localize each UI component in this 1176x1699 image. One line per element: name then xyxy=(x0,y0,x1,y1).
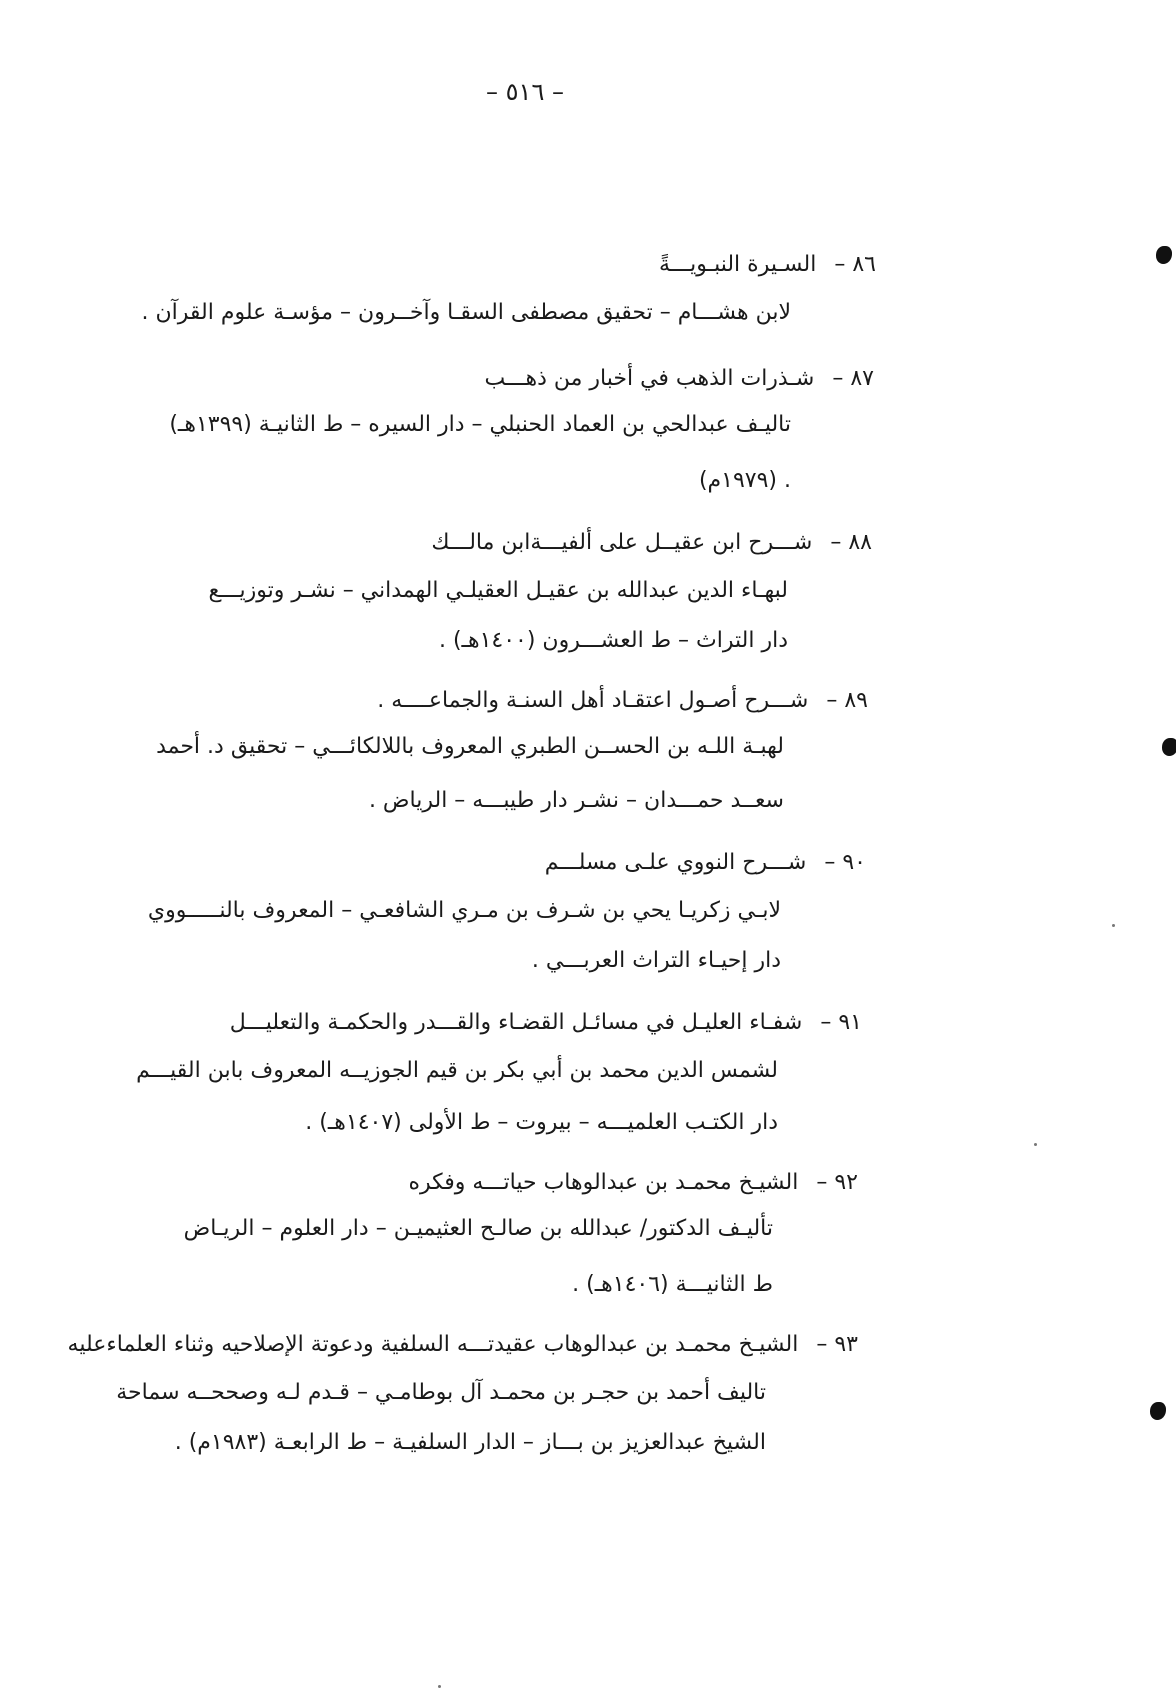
entry-91-line-1: لشمس الدين محمد بن أبي بكر بن قيم الجوزيــه المعروف بابن القيـــم xyxy=(136,1058,778,1083)
entry-90-heading xyxy=(545,848,866,878)
entry-86-title: السـيرة النبـويـــةً xyxy=(659,252,817,277)
entry-92-line-1: تأليـف الدكتور/ عبدالله بن صالـح العثيميـن – دار العلوم – الريـاض xyxy=(183,1216,773,1241)
entry-92-title: الشيـخ محمـد بن عبدالوهاب حياتـــه وفكره xyxy=(408,1170,799,1195)
entry-90-number: ٩٠ – xyxy=(824,850,866,875)
entry-91-title: شفـاء العليـل في مسائـل القضـاء والقـــدر والحكمـة والتعليـــل xyxy=(229,1010,803,1035)
entry-89-line-2: سعــد حمـــدان – نشـر دار طيبـــه – الرياض . xyxy=(368,788,784,813)
entry-88-number: ٨٨ – xyxy=(830,530,872,555)
entry-89-title: شـــرح أصـول اعتقـاد أهل السنـة والجماعــــه . xyxy=(377,688,809,713)
entry-91-heading xyxy=(230,1008,862,1038)
entry-87-heading xyxy=(485,364,874,394)
entry-86-heading xyxy=(659,250,876,280)
entry-90-line-1: لابـي زكريـا يحي بن شـرف بن مـري الشافعـي – المعروف بالنـــــووي xyxy=(147,898,781,923)
entry-90-title: شـــرح النووي علـى مسلـــم xyxy=(544,850,807,875)
scan-speck xyxy=(1034,1143,1037,1146)
punch-hole-mark xyxy=(1162,738,1176,756)
entry-87-title: شـذرات الذهب في أخبار من ذهـــب xyxy=(484,366,815,391)
scan-speck xyxy=(1112,924,1115,927)
entry-92-number: ٩٢ – xyxy=(816,1170,858,1195)
entry-92-line-2: ط الثانيـــة (١٤٠٦هـ) . xyxy=(572,1272,773,1297)
entry-88-title: شـــرح ابن عقيــل على ألفيـــةابن مالـــك xyxy=(431,530,813,555)
entry-93-title: الشيـخ محمـد بن عبدالوهاب عقيدتـــه السلفية ودعوتة الإصلاحيه وثناء العلماءعليه xyxy=(67,1332,799,1357)
scan-speck xyxy=(438,1685,441,1688)
entry-93-line-2: الشيخ عبدالعزيز بن بـــاز – الدار السلفيـة – ط الرابعـة (١٩٨٣م) . xyxy=(174,1430,766,1455)
punch-hole-mark xyxy=(1156,246,1172,264)
entry-90-line-2: دار إحيـاء التراث العربـــي . xyxy=(531,948,781,973)
entry-89-number: ٨٩ – xyxy=(826,688,868,713)
entry-88-heading xyxy=(431,528,872,558)
entry-93-number: ٩٣ – xyxy=(816,1332,858,1357)
entry-91-number: ٩١ – xyxy=(820,1010,862,1035)
entry-93-heading xyxy=(68,1330,858,1360)
entry-86-number: ٨٦ – xyxy=(834,252,876,277)
entry-86-line-1: لابن هشـــام – تحقيق مصطفى السقـا وآخــرون – مؤسـة علوم القرآن . xyxy=(141,300,791,325)
entry-89-heading xyxy=(377,686,868,716)
entry-91-line-2: دار الكتـب العلميـــه – بيروت – ط الأولى (١٤٠٧هـ) . xyxy=(305,1110,778,1135)
entry-89-line-1: لهبـة اللـه بن الحســن الطبري المعروف باللالكائـــي – تحقيق د. أحمد xyxy=(156,734,784,759)
page-number: – ٥١٦ – xyxy=(486,78,564,106)
entry-92-heading xyxy=(408,1168,858,1198)
punch-hole-mark xyxy=(1150,1402,1166,1420)
entry-88-line-2: دار التراث – ط العشـــرون (١٤٠٠هـ) . xyxy=(438,628,788,653)
entry-93-line-1: تاليف أحمد بن حجـر بن محمـد آل بوطامـي – قـدم لـه وصححــه سماحة xyxy=(116,1380,766,1405)
entry-88-line-1: لبهـاء الدين عبدالله بن عقيـل العقيلـي الهمداني – نشـر وتوزيـــع xyxy=(208,578,788,603)
entry-87-line-2: . (١٩٧٩م) xyxy=(698,468,791,493)
entry-87-line-1: تاليـف عبدالحي بن العماد الحنبلي – دار السيره – ط الثانيـة (١٣٩٩هـ) xyxy=(169,412,791,437)
entry-87-number: ٨٧ – xyxy=(832,366,874,391)
